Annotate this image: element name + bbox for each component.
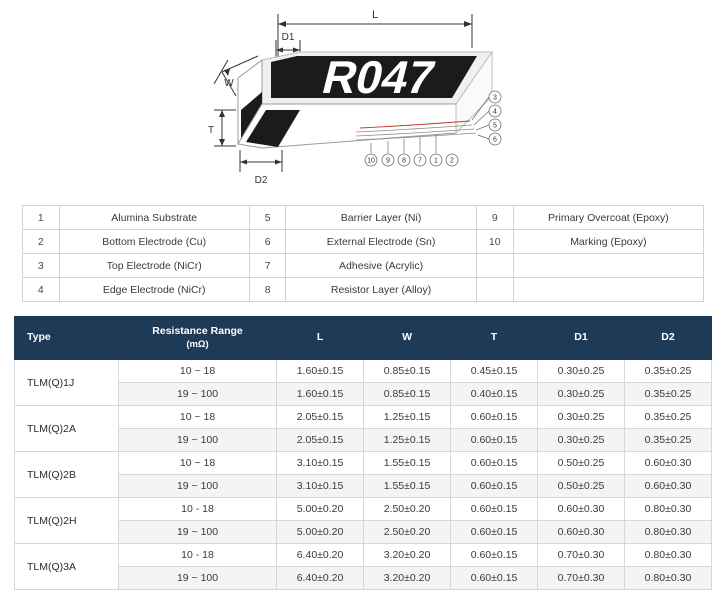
cell-t: 0.40±0.15 (451, 383, 538, 406)
legend-num-empty (476, 278, 513, 302)
legend-label: Resistor Layer (Alloy) (286, 278, 476, 302)
cell-t: 0.45±0.15 (451, 360, 538, 383)
cell-range: 19 ~ 100 (119, 429, 277, 452)
cell-range: 10 ~ 18 (119, 406, 277, 429)
legend-label: Top Electrode (NiCr) (59, 254, 249, 278)
cell-range: 19 ~ 100 (119, 567, 277, 590)
cell-d2: 0.80±0.30 (624, 567, 711, 590)
cell-d1: 0.70±0.30 (538, 567, 625, 590)
cell-type: TLM(Q)1J (15, 360, 119, 406)
cell-w: 1.55±0.15 (364, 452, 451, 475)
callout-6: 6 (493, 136, 497, 144)
legend-num: 10 (476, 230, 513, 254)
callout-2: 2 (450, 157, 454, 165)
spec-table-wrap (14, 316, 712, 590)
table-row (15, 521, 712, 544)
callout-4: 4 (493, 108, 497, 116)
cell-range: 10 ~ 18 (119, 360, 277, 383)
cell-l: 5.00±0.20 (277, 521, 364, 544)
cell-l: 5.00±0.20 (277, 498, 364, 521)
cell-type: TLM(Q)2B (15, 452, 119, 498)
legend-label: Adhesive (Acrylic) (286, 254, 476, 278)
cell-d1: 0.30±0.25 (538, 360, 625, 383)
cell-w: 0.85±0.15 (364, 360, 451, 383)
marking-text: R047 (317, 51, 441, 103)
cell-d1: 0.30±0.25 (538, 429, 625, 452)
legend-label: Marking (Epoxy) (513, 230, 703, 254)
cell-l: 6.40±0.20 (277, 544, 364, 567)
cell-d2: 0.60±0.30 (624, 475, 711, 498)
legend-label: Primary Overcoat (Epoxy) (513, 206, 703, 230)
cell-d2: 0.35±0.25 (624, 360, 711, 383)
cell-t: 0.60±0.15 (451, 406, 538, 429)
cell-t: 0.60±0.15 (451, 429, 538, 452)
cell-range: 10 - 18 (119, 544, 277, 567)
cell-range: 19 ~ 100 (119, 521, 277, 544)
cell-t: 0.60±0.15 (451, 475, 538, 498)
col-header-resistance-unit: (mΩ) (186, 339, 209, 350)
legend-num-empty (476, 254, 513, 278)
legend-table (22, 205, 704, 302)
col-header-d1: D1 (538, 317, 625, 360)
cell-l: 3.10±0.15 (277, 475, 364, 498)
cell-type: TLM(Q)2A (15, 406, 119, 452)
legend-label: Edge Electrode (NiCr) (59, 278, 249, 302)
callout-1: 1 (434, 157, 438, 165)
legend-num: 9 (476, 206, 513, 230)
cell-t: 0.60±0.15 (451, 498, 538, 521)
legend-label-empty (513, 254, 703, 278)
cell-w: 0.85±0.15 (364, 383, 451, 406)
cell-w: 2.50±0.20 (364, 498, 451, 521)
legend-num: 1 (23, 206, 60, 230)
cell-d2: 0.35±0.25 (624, 406, 711, 429)
cell-d2: 0.60±0.30 (624, 452, 711, 475)
cell-l: 1.60±0.15 (277, 360, 364, 383)
callout-9: 9 (386, 157, 390, 165)
cell-l: 2.05±0.15 (277, 429, 364, 452)
table-row (23, 254, 704, 278)
col-header-l: L (277, 317, 364, 360)
cell-w: 2.50±0.20 (364, 521, 451, 544)
legend-num: 3 (23, 254, 60, 278)
legend-num: 4 (23, 278, 60, 302)
cell-type: TLM(Q)3A (15, 544, 119, 590)
legend-num: 2 (23, 230, 60, 254)
cell-w: 1.25±0.15 (364, 429, 451, 452)
legend-label: Barrier Layer (Ni) (286, 206, 476, 230)
cell-w: 1.25±0.15 (364, 406, 451, 429)
cell-w: 3.20±0.20 (364, 567, 451, 590)
cell-range: 10 ~ 18 (119, 452, 277, 475)
callout-7: 7 (418, 157, 422, 165)
cell-d1: 0.60±0.30 (538, 498, 625, 521)
legend-num: 6 (249, 230, 286, 254)
table-row (15, 406, 712, 429)
col-header-d2: D2 (624, 317, 711, 360)
spec-table (14, 316, 712, 590)
component-diagram (0, 0, 726, 195)
callout-5: 5 (493, 122, 497, 130)
col-header-type: Type (15, 317, 119, 360)
dim-label-D2: D2 (254, 175, 268, 186)
cell-d1: 0.30±0.25 (538, 406, 625, 429)
cell-d2: 0.35±0.25 (624, 383, 711, 406)
col-header-w: W (364, 317, 451, 360)
cell-type: TLM(Q)2H (15, 498, 119, 544)
legend-label-empty (513, 278, 703, 302)
cell-w: 1.55±0.15 (364, 475, 451, 498)
cell-d1: 0.50±0.25 (538, 452, 625, 475)
callout-10: 10 (367, 157, 375, 165)
legend-label: Bottom Electrode (Cu) (59, 230, 249, 254)
cell-d2: 0.80±0.30 (624, 498, 711, 521)
cell-d2: 0.80±0.30 (624, 521, 711, 544)
callout-8: 8 (402, 157, 406, 165)
spec-header-row (15, 317, 712, 360)
table-row (15, 429, 712, 452)
table-row (15, 383, 712, 406)
col-header-resistance-range-label: Resistance Range (152, 324, 243, 337)
table-row (23, 230, 704, 254)
cell-d1: 0.50±0.25 (538, 475, 625, 498)
cell-d1: 0.60±0.30 (538, 521, 625, 544)
legend-num: 8 (249, 278, 286, 302)
legend-num: 5 (249, 206, 286, 230)
cell-d1: 0.30±0.25 (538, 383, 625, 406)
cell-d1: 0.70±0.30 (538, 544, 625, 567)
legend-label: External Electrode (Sn) (286, 230, 476, 254)
table-row (15, 475, 712, 498)
cell-w: 3.20±0.20 (364, 544, 451, 567)
legend-num: 7 (249, 254, 286, 278)
cell-l: 1.60±0.15 (277, 383, 364, 406)
cell-t: 0.60±0.15 (451, 544, 538, 567)
cell-t: 0.60±0.15 (451, 452, 538, 475)
table-row (15, 498, 712, 521)
legend-label: Alumina Substrate (59, 206, 249, 230)
table-row (23, 206, 704, 230)
table-row (15, 452, 712, 475)
cell-range: 19 ~ 100 (119, 383, 277, 406)
cell-range: 10 - 18 (119, 498, 277, 521)
cell-l: 2.05±0.15 (277, 406, 364, 429)
table-row (15, 567, 712, 590)
cell-d2: 0.35±0.25 (624, 429, 711, 452)
legend-table-wrap (22, 205, 704, 302)
dim-label-W: W (224, 78, 234, 89)
cell-t: 0.60±0.15 (451, 567, 538, 590)
callout-3: 3 (493, 94, 497, 102)
dim-label-L: L (371, 9, 379, 21)
dim-label-D1: D1 (281, 32, 295, 43)
cell-t: 0.60±0.15 (451, 521, 538, 544)
cell-l: 3.10±0.15 (277, 452, 364, 475)
cell-d2: 0.80±0.30 (624, 544, 711, 567)
cell-range: 19 ~ 100 (119, 475, 277, 498)
cell-l: 6.40±0.20 (277, 567, 364, 590)
table-row (15, 360, 712, 383)
table-row (15, 544, 712, 567)
col-header-t: T (451, 317, 538, 360)
dim-label-T: T (207, 125, 215, 136)
col-header-resistance-range (119, 317, 277, 360)
table-row (23, 278, 704, 302)
